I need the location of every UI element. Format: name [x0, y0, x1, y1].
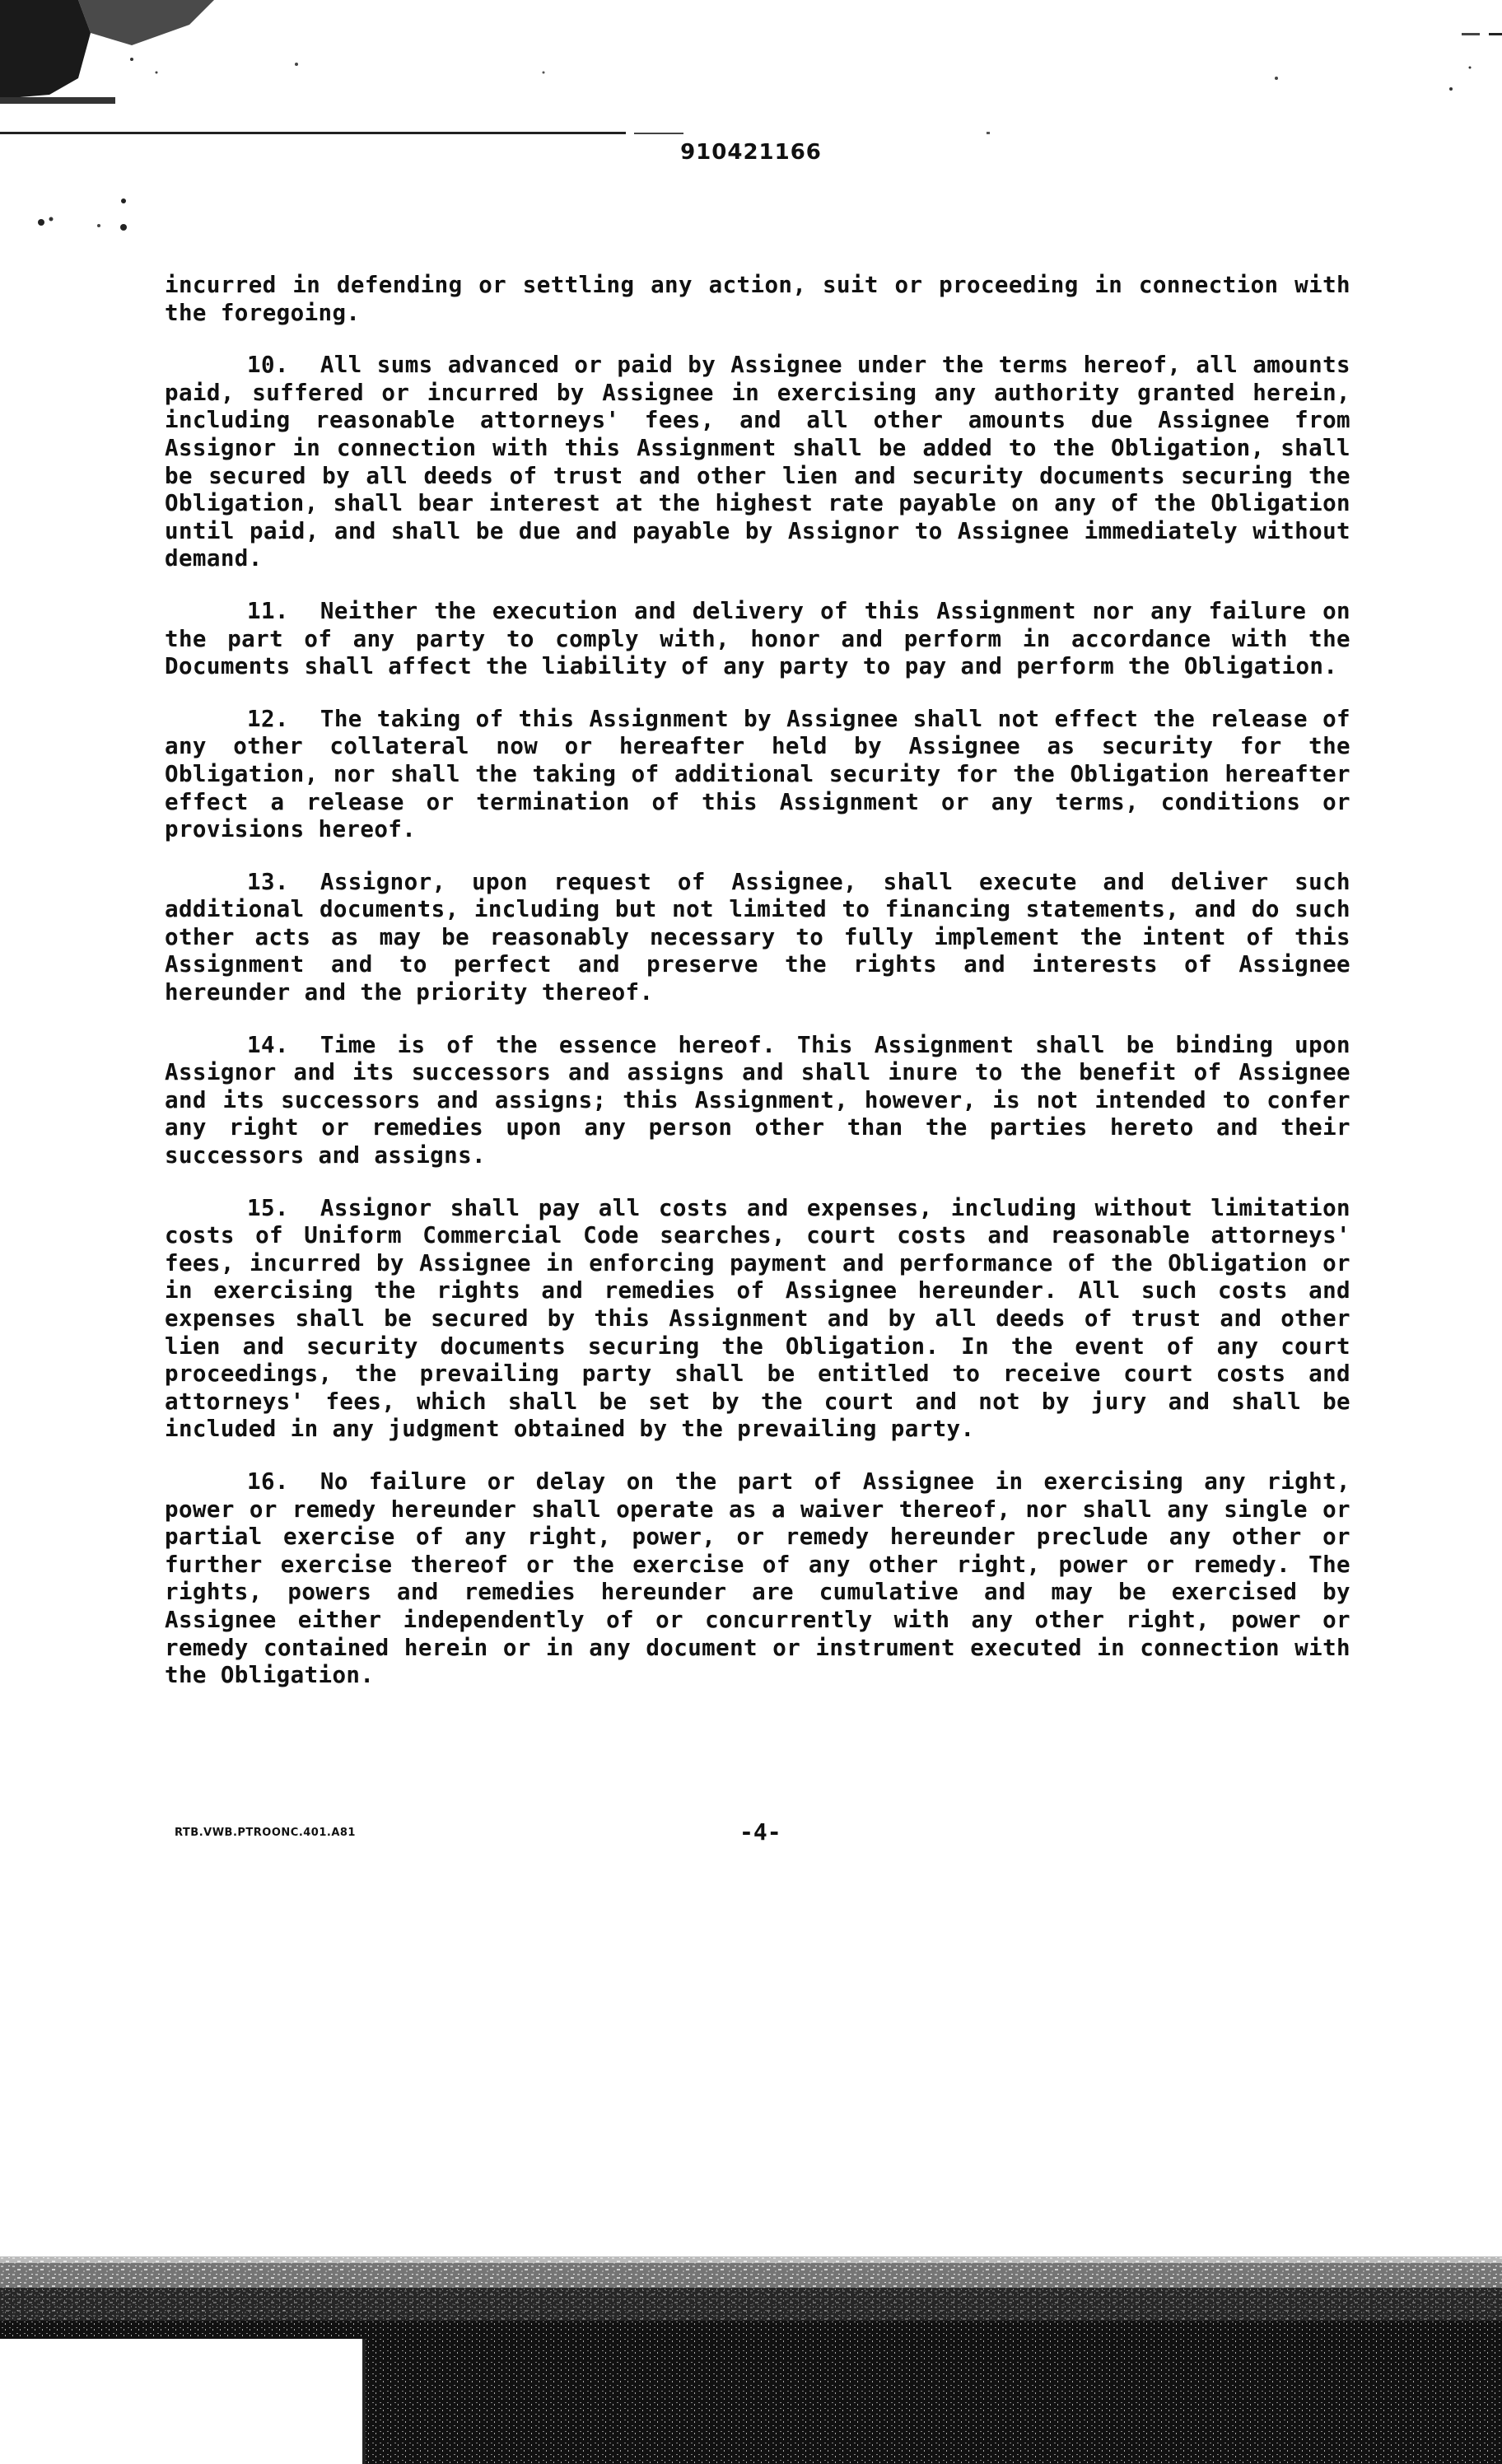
paragraph-text: incurred in defending or settling any action, suit or proceeding in connection with the foregoing. — [165, 272, 1350, 326]
paragraph-text: Time is of the essence hereof. This Assignment shall be binding upon Assignor and its successors and assigns and shall inure to the benefit of Assignee and its successors and assigns; this Assignment, however, is not intended to confer any right or remedies upon any person other than the parties hereto and their successors and assigns. — [165, 1031, 1350, 1169]
footer-file-code: RTB.VWB.PTROONC.401.A81 — [175, 1827, 356, 1839]
paragraph-number: 15. — [247, 1194, 289, 1221]
paragraph-text: All sums advanced or paid by Assignee under the terms hereof, all amounts paid, suffered or incurred by Assignee in exercising any authority granted herein, including reasonable attorneys' fees, and all other amounts due Assignee from Assignor in connection with this Assignment shall be added to the Obligation, shall be secured by all deeds of trust and other lien and security documents securing the Obligation, shall bear interest at the highest rate payable on any of the Obligation until paid, and shall be due and payable by Assignor to Assignee immediately without demand. — [165, 352, 1350, 572]
paragraph-number: 13. — [247, 868, 289, 895]
paragraph-number: 10. — [247, 352, 289, 379]
paragraph-15 — [165, 1195, 1350, 1444]
paragraph-12 — [165, 706, 1350, 844]
paragraph-13 — [165, 869, 1350, 1007]
paragraph-14 — [165, 1032, 1350, 1170]
paragraph-text: Assignor shall pay all costs and expenses, including without limitation costs of Uniform Commercial Code searches, court costs and reasonable attorneys' fees, incurred by Assignee in enforcing payment and performance of the Obligation or in exercising the rights and remedies of Assignee hereunder. All such costs and expenses shall be secured by this Assignment and by all deeds of trust and other lien and security documents securing the Obligation. In the event of any court proceedings, the prevailing party shall be entitled to receive court costs and attorneys' fees, which shall be set by the court and not by jury and shall be included in any judgment obtained by the prevailing party. — [165, 1194, 1350, 1443]
scan-noise-top — [0, 0, 1502, 140]
paragraph-number: 12. — [247, 705, 289, 732]
paragraph-text: The taking of this Assignment by Assignee shall not effect the release of any other collateral now or hereafter held by Assignee as security for the Obligation, nor shall the taking of additional security for the Obligation hereafter effect a release or termination of this Assignment or any terms, conditions or provisions hereof. — [165, 705, 1350, 843]
document-body — [165, 272, 1350, 1715]
paragraph-text: No failure or delay on the part of Assignee in exercising any right, power or remedy hereunder shall operate as a waiver thereof, nor shall any single or partial exercise of any right, power, or remedy hereunder preclude any other or further exercise thereof or the exercise of any other right, power or remedy. The rights, powers and remedies hereunder are cumulative and may be exercised by Assignee either independently of or concurrently with any other right, power or remedy contained herein or in any document or instrument executed in connection with the Obligation. — [165, 1468, 1350, 1689]
paragraph-11 — [165, 598, 1350, 681]
paragraph-number: 14. — [247, 1031, 289, 1058]
scan-noise-bottom — [0, 2256, 1502, 2464]
paragraph-text: Assignor, upon request of Assignee, shall execute and deliver such additional documents, including but not limited to financing statements, and do such other acts as may be reasonably necessary to fully implement the intent of this Assignment and to perfect and preserve the rights and interests of Assignee hereunder and the priority thereof. — [165, 868, 1350, 1006]
paragraph-10 — [165, 352, 1350, 573]
paragraph-continuation — [165, 272, 1350, 327]
paragraph-text: Neither the execution and delivery of this Assignment nor any failure on the part of any party to comply with, honor and perform in accordance with the Documents shall affect the liability of any party to pay and perform the Obligation. — [165, 597, 1350, 680]
margin-specks — [25, 189, 140, 247]
document-number: 910421166 — [680, 140, 822, 165]
paragraph-number: 16. — [247, 1468, 289, 1495]
page-number: -4- — [739, 1818, 781, 1846]
paragraph-16 — [165, 1468, 1350, 1690]
paragraph-number: 11. — [247, 597, 289, 624]
